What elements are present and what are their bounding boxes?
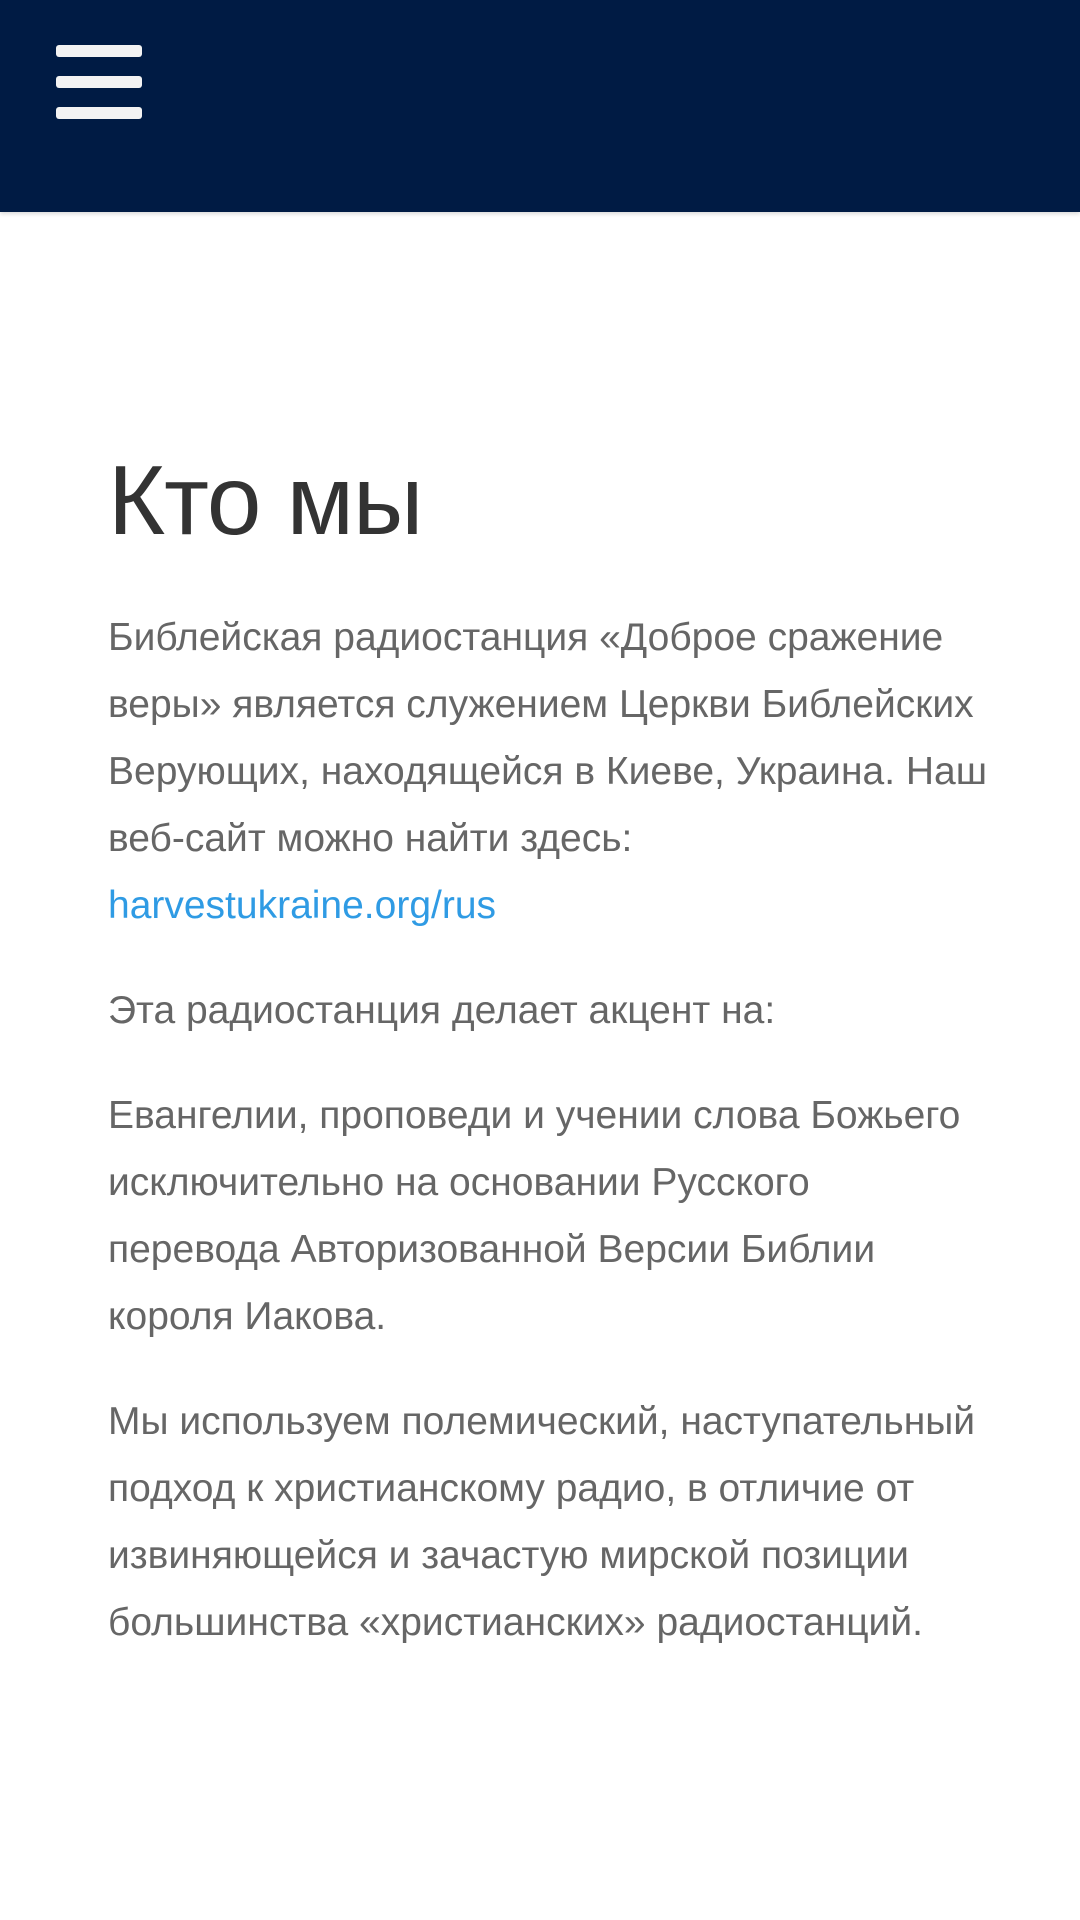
- intro-paragraph: [108, 604, 988, 939]
- top-navigation-bar: [0, 0, 1080, 212]
- menu-icon-bar-top: [56, 45, 142, 57]
- menu-button[interactable]: [56, 45, 142, 119]
- hamburger-menu-icon: [56, 45, 142, 119]
- about-content: [108, 440, 988, 1694]
- approach-paragraph: Мы используем полемический, наступательный подход к христианскому радио, в отличие от извиняющейся и зачастую мирской позиции большинства «христианских» радиостанций.: [108, 1400, 976, 1644]
- menu-icon-bar-middle: [56, 76, 142, 88]
- intro-text: Библейская радиостанция «Доброе сражение веры» является служением Церкви Библейских Верующих, находящейся в Киеве, Украина. Наш веб-сайт можно найти здесь:: [108, 616, 988, 860]
- menu-icon-bar-bottom: [56, 107, 142, 119]
- page-title: Кто мы: [108, 445, 423, 555]
- focus-heading-paragraph: Эта радиостанция делает акцент на:: [108, 989, 776, 1032]
- website-link[interactable]: harvestukraine.org/rus: [108, 884, 497, 927]
- bible-paragraph: Евангелии, проповеди и учении слова Божьего исключительно на основании Русского перевода Авторизованной Версии Библии короля Иакова.: [108, 1094, 961, 1338]
